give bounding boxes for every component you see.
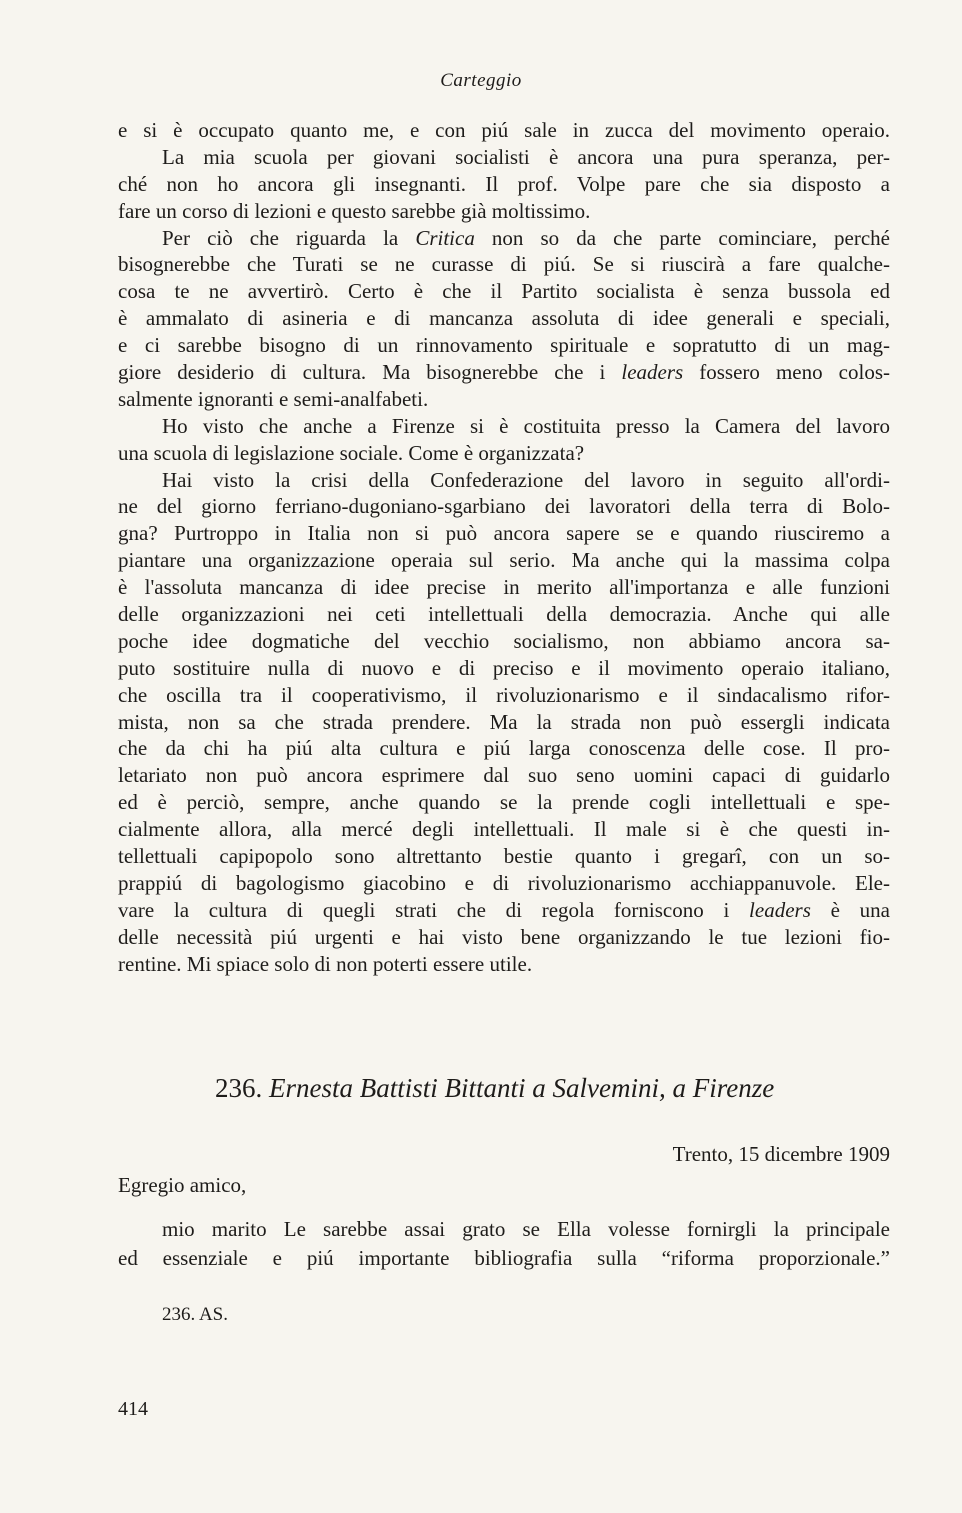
text-line: è l'assoluta mancanza di idee precise in merito all'importanza e alle funzioni <box>118 575 890 600</box>
text-line: tellettuali capipopolo sono altrettanto bestie quanto i gregarî, con un so- <box>118 844 890 869</box>
text-line: Hai visto la crisi della Confederazione del lavoro in seguito all'ordi- <box>162 467 890 492</box>
letter-title: Ernesta Battisti Bittanti a Salvemini, a Firenze <box>269 1073 775 1103</box>
text-line: una scuola di legislazione sociale. Come è organizzata? <box>118 440 585 465</box>
footnote: 236. AS. <box>162 1304 228 1325</box>
italic-term: leaders <box>621 360 684 385</box>
page-number: 414 <box>118 1398 148 1420</box>
text-line: Ho visto che anche a Firenze si è costituita presso la Camera del lavoro <box>162 413 890 438</box>
italic-term: Critica <box>415 225 475 250</box>
text-line: che oscilla tra il cooperativismo, il rivoluzionarismo e il sindacalismo rifor- <box>118 682 890 707</box>
text-line: e ci sarebbe bisogno di un rinnovamento spirituale e sopratutto di un mag- <box>118 333 890 358</box>
text-line: mista, non sa che strada prendere. Ma la strada non può essergli indicata <box>118 709 890 734</box>
text-segment: giore desiderio di cultura. Ma bisognerebbe che i <box>118 360 622 385</box>
text-line: mio marito Le sarebbe assai grato se Ella volesse fornirgli la principale <box>162 1217 890 1241</box>
letter-235-body <box>118 117 890 978</box>
text-segment: è una <box>810 897 890 922</box>
letter-236-body <box>118 1215 890 1273</box>
text-line: delle organizzazioni nei ceti intellettuali della democrazia. Anche qui alle <box>118 602 890 627</box>
text-line: ché non ho ancora gli insegnanti. Il prof. Volpe pare che sia disposto a <box>118 171 890 196</box>
text-line: e si è occupato quanto me, e con piú sale in zucca del movimento operaio. <box>118 118 890 142</box>
letter-salutation: Egregio amico, <box>118 1173 247 1197</box>
letter-heading <box>215 1073 915 1104</box>
text-line: rentine. Mi spiace solo di non poterti essere utile. <box>118 951 533 976</box>
text-line: gna? Purtroppo in Italia non si può ancora sapere se e quando riusciremo a <box>118 521 890 546</box>
letter-number: 236. <box>215 1073 263 1103</box>
text-segment: non so da che parte cominciare, perché <box>474 225 890 250</box>
text-line: poche idee dogmatiche del vecchio socialismo, non abbiamo ancora sa- <box>118 628 890 653</box>
text-line <box>118 897 890 924</box>
text-line: delle necessità piú urgenti e hai visto bene organizzando le tue lezioni fio- <box>118 924 890 949</box>
text-line: piantare una organizzazione operaia sul serio. Ma anche qui la massima colpa <box>118 548 890 573</box>
text-line: prappiú di bagologismo giacobino e di rivoluzionarismo acchiappanuvole. Ele- <box>118 870 890 895</box>
text-line: è ammalato di asineria e di mancanza assoluta di idee generali e speciali, <box>118 306 890 331</box>
text-line: che da chi ha piú alta cultura e piú larga conoscenza delle cose. Il pro- <box>118 736 890 761</box>
text-line: fare un corso di lezioni e questo sarebbe già moltissimo. <box>118 198 591 223</box>
text-line: ed essenziale e piú importante bibliografia sulla “riforma proporzionale.” <box>118 1246 890 1270</box>
text-line: bisognerebbe che Turati se ne curasse di piú. Se si riuscirà a fare qualche- <box>118 252 890 277</box>
text-line: puto sostituire nulla di nuovo e di preciso e il movimento operaio italiano, <box>118 655 890 680</box>
text-line: cosa te ne avvertirò. Certo è che il Partito socialista è senza bussola ed <box>118 279 890 304</box>
text-line <box>118 225 890 252</box>
letter-date: Trento, 15 dicembre 1909 <box>672 1142 890 1166</box>
italic-term: leaders <box>749 897 811 922</box>
text-line <box>118 359 890 386</box>
text-line: cialmente allora, alla mercé degli intellettuali. Il male si è che questi in- <box>118 817 890 842</box>
text-line: ne del giorno ferriano-dugoniano-sgarbiano dei lavoratori della terra di Bolo- <box>118 494 890 519</box>
text-line: salmente ignoranti e semi-analfabeti. <box>118 386 429 411</box>
text-segment: fossero meno colos- <box>683 360 890 385</box>
text-segment: Per ciò che riguarda la <box>162 225 416 250</box>
text-line: ed è perciò, sempre, anche quando se la prende cogli intellettuali e spe- <box>118 790 890 815</box>
text-segment: vare la cultura di quegli strati che di regola forniscono i <box>118 897 750 922</box>
running-head: Carteggio <box>440 70 522 91</box>
text-line: La mia scuola per giovani socialisti è ancora una pura speranza, per- <box>162 144 890 169</box>
text-line: letariato non può ancora esprimere dal suo seno uomini capaci di guidarlo <box>118 763 890 788</box>
